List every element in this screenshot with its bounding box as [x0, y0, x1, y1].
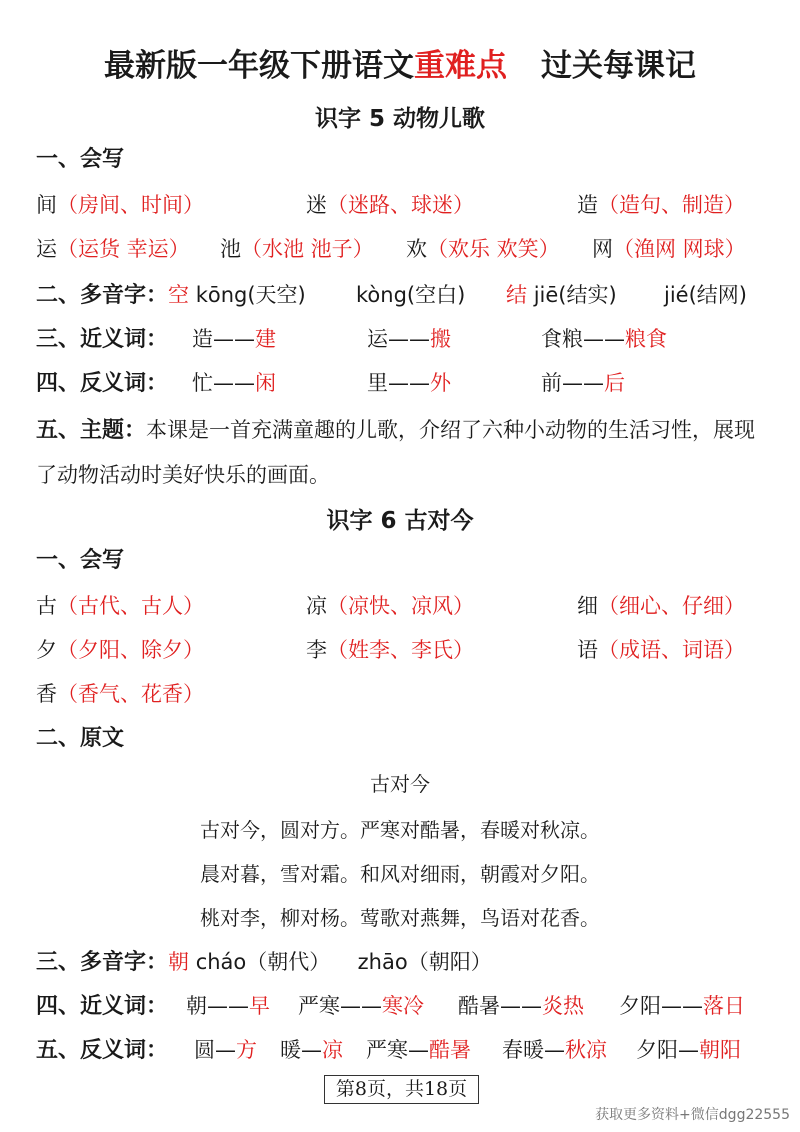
- char: 凉: [306, 594, 327, 618]
- answer: 炎热: [542, 994, 584, 1018]
- l6-write-row-2: [36, 634, 776, 666]
- answer: 朝阳: [699, 1038, 741, 1062]
- words: （欢乐 欢笑）: [427, 237, 560, 261]
- char: 运: [36, 237, 57, 261]
- char: 夕: [36, 638, 57, 662]
- poem-line-1: 古对今，圆对方。严寒对酷暑，春暖对秋凉。: [200, 818, 600, 842]
- char: 细: [577, 594, 598, 618]
- answer: 秋凉: [565, 1038, 607, 1062]
- word: 前: [541, 371, 562, 395]
- poem-line-3: 桃对李，柳对杨。莺歌对燕舞，鸟语对花香。: [200, 906, 600, 930]
- word: 春暖: [502, 1038, 544, 1062]
- answer: 方: [236, 1038, 257, 1062]
- example: (空白): [406, 283, 466, 307]
- pinyin: kōng: [195, 283, 248, 307]
- words: （古代、古人）: [57, 594, 204, 618]
- title-part2: 过关每课记: [541, 48, 696, 84]
- word: 运: [367, 327, 388, 351]
- words: （迷路、球迷）: [327, 193, 474, 217]
- dash: ——: [583, 327, 625, 351]
- answer: 寒冷: [382, 994, 424, 1018]
- watermark: 获取更多资料+微信dgg22555: [595, 1107, 790, 1123]
- l5-polyphone-row: [36, 279, 776, 311]
- word: 里: [367, 371, 388, 395]
- words: （成语、词语）: [598, 638, 745, 662]
- word: 酷暑: [458, 994, 500, 1018]
- l6-antonym-row: [36, 1034, 776, 1066]
- title-highlight: 重难点: [414, 48, 507, 84]
- word: 严寒: [298, 994, 340, 1018]
- l5-antonym-row: [36, 367, 776, 399]
- word: 朝: [186, 994, 207, 1018]
- dash: ——: [207, 994, 249, 1018]
- words: （夕阳、除夕）: [57, 638, 204, 662]
- l5-theme-heading: 五、主题：: [36, 418, 147, 443]
- char: 李: [306, 638, 327, 662]
- dash: —: [544, 1038, 565, 1062]
- dash: ——: [500, 994, 542, 1018]
- word: 忙: [192, 371, 213, 395]
- word: 圆: [194, 1038, 215, 1062]
- page-title: [0, 40, 800, 85]
- example: (天空): [247, 283, 306, 307]
- l5-synonym-row: [36, 323, 776, 355]
- answer: 闲: [255, 371, 276, 395]
- dash: ——: [661, 994, 703, 1018]
- dash: ——: [213, 327, 255, 351]
- answer: 建: [255, 327, 276, 351]
- answer: 外: [430, 371, 451, 395]
- char: 间: [36, 193, 57, 217]
- lesson6-title: 识字 6 古对今: [326, 508, 474, 534]
- word: 夕阳: [636, 1038, 678, 1062]
- pinyin: jié: [664, 283, 689, 307]
- pinyin: jiē: [533, 283, 559, 307]
- pinyin: cháo: [195, 950, 247, 974]
- words: （渔网 网球）: [613, 237, 746, 261]
- l6-write-row-1: [36, 590, 776, 622]
- l5-theme: [36, 408, 771, 497]
- word: 食粮: [541, 327, 583, 351]
- l6-antonym-heading: 五、反义词：: [36, 1038, 169, 1063]
- l5-antonym-heading: 四、反义词：: [36, 371, 169, 396]
- pinyin: kòng: [356, 283, 407, 307]
- dash: —: [215, 1038, 236, 1062]
- l5-synonym-heading: 三、近义词：: [36, 327, 169, 352]
- char: 网: [592, 237, 613, 261]
- example: (结网): [688, 283, 747, 307]
- words: （凉快、凉风）: [327, 594, 474, 618]
- word: 夕阳: [619, 994, 661, 1018]
- answer: 凉: [322, 1038, 343, 1062]
- l6-synonym-row: [36, 990, 776, 1022]
- answer: 搬: [430, 327, 451, 351]
- answer: 粮食: [625, 327, 667, 351]
- l5-write-heading: 一、会写: [36, 147, 125, 172]
- pinyin: zhāo: [357, 950, 408, 974]
- answer: 酷暑: [429, 1038, 471, 1062]
- example: (结实): [558, 283, 617, 307]
- answer: 后: [604, 371, 625, 395]
- words: （姓李、李氏）: [327, 638, 474, 662]
- dash: ——: [388, 327, 430, 351]
- char: 香: [36, 682, 57, 706]
- poem-title: 古对今: [370, 772, 430, 796]
- dash: ——: [562, 371, 604, 395]
- poem-line-2: 晨对暮，雪对霜。和风对细雨，朝霞对夕阳。: [200, 862, 600, 886]
- example: （朝代）: [246, 950, 331, 974]
- char: 池: [220, 237, 241, 261]
- words: （造句、制造）: [598, 193, 745, 217]
- polyphone-char: 空: [168, 283, 190, 307]
- words: （香气、花香）: [57, 682, 204, 706]
- answer: 落日: [703, 994, 745, 1018]
- answer: 早: [249, 994, 270, 1018]
- dash: ——: [213, 371, 255, 395]
- dash: —: [678, 1038, 699, 1062]
- char: 语: [577, 638, 598, 662]
- char: 古: [36, 594, 57, 618]
- word: 造: [192, 327, 213, 351]
- char: 迷: [306, 193, 327, 217]
- char: 欢: [406, 237, 427, 261]
- l6-write-heading: 一、会写: [36, 548, 125, 573]
- word: 暖: [280, 1038, 301, 1062]
- lesson5-title: 识字 5 动物儿歌: [314, 106, 486, 132]
- page-number: 第8页，共18页: [324, 1075, 479, 1104]
- words: （房间、时间）: [57, 193, 204, 217]
- words: （运货 幸运）: [57, 237, 190, 261]
- l6-polyphone-heading: 三、多音字：: [36, 950, 169, 975]
- l6-write-row-3: [36, 678, 776, 710]
- dash: —: [301, 1038, 322, 1062]
- dash: —: [408, 1038, 429, 1062]
- dash: ——: [388, 371, 430, 395]
- l5-theme-text: 本课是一首充满童趣的儿歌，介绍了六种小动物的生活习性，展现了动物活动时美好快乐的画面。: [36, 418, 756, 487]
- l6-text-heading: 二、原文: [36, 726, 125, 751]
- dash: ——: [340, 994, 382, 1018]
- char: 造: [577, 193, 598, 217]
- l5-write-row-1: [36, 189, 776, 221]
- l5-write-row-2: [36, 233, 776, 265]
- polyphone-char: 结: [506, 283, 527, 307]
- l5-polyphone-heading: 二、多音字：: [36, 283, 169, 308]
- polyphone-char: 朝: [168, 950, 190, 974]
- title-part1: 最新版一年级下册语文: [104, 48, 414, 84]
- example: （朝阳）: [407, 950, 492, 974]
- l6-polyphone-row: [36, 946, 776, 978]
- words: （细心、仔细）: [598, 594, 745, 618]
- words: （水池 池子）: [241, 237, 374, 261]
- l6-synonym-heading: 四、近义词：: [36, 994, 169, 1019]
- word: 严寒: [366, 1038, 408, 1062]
